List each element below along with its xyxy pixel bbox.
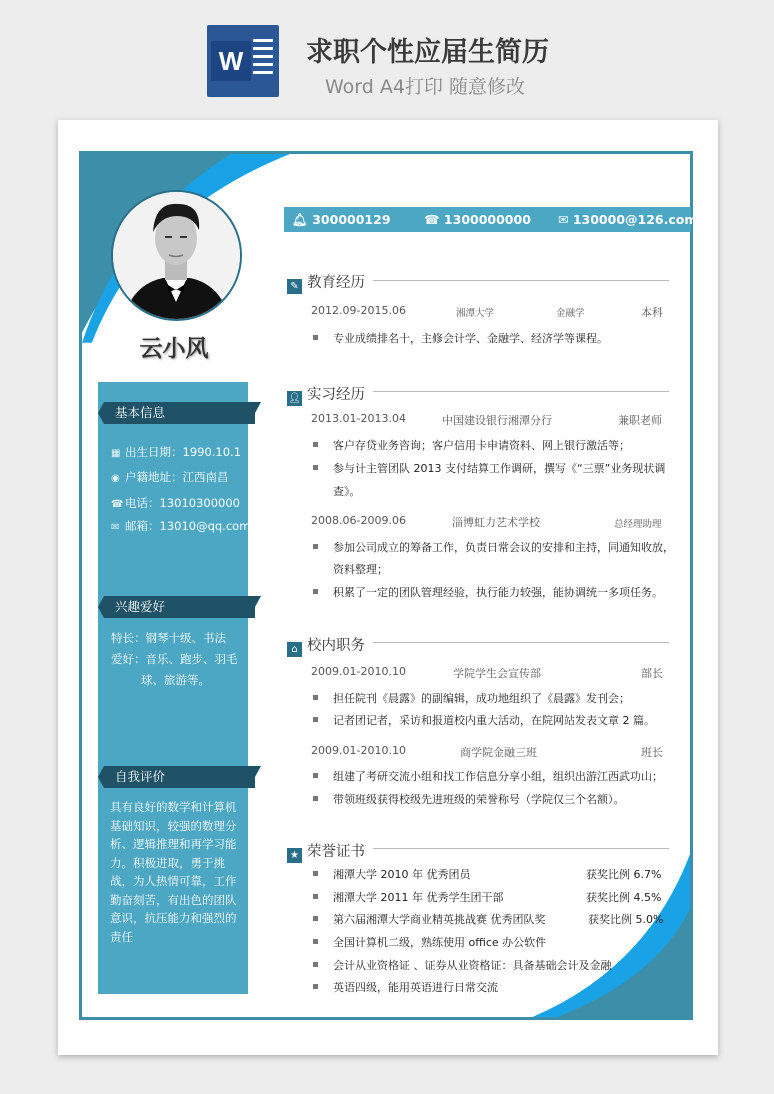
- post1-date: 2009.01-2010.10: [311, 665, 406, 678]
- bell-icon: 🔔︎: [292, 212, 313, 227]
- household-address: ◉ 户籍地址：江西南昌: [111, 470, 229, 484]
- post1-org: 学院学生会宣传部: [453, 667, 541, 680]
- list-item-cont: 资料整理；: [333, 563, 388, 576]
- list-item: 第六届湘潭大学商业精英挑战赛 优秀团队奖: [313, 911, 546, 927]
- house-icon: ⌂: [287, 642, 302, 657]
- email-address: ✉ 邮箱：13010@qq.com: [111, 519, 251, 533]
- hobby-likes-cont: 球、旅游等。: [141, 673, 210, 687]
- award-ratio: 获奖比例 6.7%: [586, 868, 662, 881]
- person-icon: 👤︎: [288, 393, 301, 404]
- qq-contact: 🔔︎ 300000129: [292, 212, 391, 227]
- award-ratio: 获奖比例 5.0%: [588, 913, 664, 926]
- list-item: 全国计算机二级，熟练使用 office 办公软件: [313, 934, 546, 950]
- post2-role: 班长: [641, 746, 663, 759]
- internship-heading: 👤︎ 实习经历: [288, 387, 365, 404]
- phone-icon: ☎: [424, 212, 444, 227]
- phone-contact: ☎ 1300000000: [424, 212, 531, 227]
- mail-icon: ✉: [558, 212, 573, 227]
- certificate-icon: ★: [287, 848, 302, 863]
- divider: [373, 280, 669, 281]
- list-item: 积累了一定的团队管理经验，执行能力较强，能协调统一多项任务。: [313, 584, 663, 600]
- document-lines-icon: [253, 39, 273, 79]
- leaf-icon: ✎: [287, 279, 302, 294]
- post2-org: 商学院金融三班: [460, 746, 537, 759]
- edu-date: 2012.09-2015.06: [311, 304, 406, 317]
- list-item: 参加公司成立的筹备工作，负责日常会议的安排和主持，同通知收放，: [313, 539, 674, 555]
- job1-org: 中国建设银行湘潭分行: [442, 414, 552, 427]
- divider: [373, 642, 669, 643]
- word-letter: W: [211, 41, 251, 81]
- self-evaluation-heading: 自我评价: [104, 766, 255, 788]
- location-pin-icon: ◉: [111, 473, 120, 484]
- education-heading: ✎ 教育经历: [287, 271, 365, 291]
- list-item: 英语四级，能用英语进行日常交流: [313, 979, 498, 995]
- phone-number: ☎ 电话：13010300000: [111, 496, 240, 510]
- mail-icon: ✉: [111, 522, 120, 533]
- list-item: 客户存贷业务咨询；客户信用卡申请资料、网上银行激活等；: [313, 437, 630, 453]
- avatar: [111, 190, 242, 321]
- job2-org: 淄博虹力艺术学校: [452, 516, 540, 529]
- page-title: 求职个性应届生简历: [306, 37, 549, 68]
- hobby-likes: 爱好：音乐、跑步、羽毛: [111, 652, 238, 666]
- award-ratio: 获奖比例 4.5%: [586, 891, 662, 904]
- list-item: 湘潭大学 2010 年 优秀团员: [313, 866, 470, 882]
- edu-school: 湘潭大学: [456, 308, 495, 319]
- list-item: 担任院刊《晨露》的副编辑，成功地组织了《晨露》发刊会；: [313, 690, 630, 706]
- self-evaluation-text: 具有良好的数学和计算机基础知识，较强的数理分析、逻辑推理和再学习能力。积极进取，勇于挑战，为人热情可靠，工作勤奋刻苦，有出色的团队意识，抗压能力和强烈的责任: [110, 800, 237, 944]
- basic-info-heading: 基本信息: [104, 402, 255, 424]
- portrait-image: [113, 192, 240, 319]
- list-item-cont: 查》。: [333, 485, 361, 498]
- job1-role: 兼职老师: [618, 414, 662, 427]
- calendar-icon: ▦: [111, 448, 121, 459]
- list-item: 湘潭大学 2011 年 优秀学生团干部: [313, 889, 503, 905]
- email-contact: ✉ 130000@126.com: [558, 212, 698, 227]
- job2-date: 2008.06-2009.06: [311, 514, 406, 527]
- job1-date: 2013.01-2013.04: [311, 412, 406, 425]
- page-subtitle: Word A4打印 随意修改: [325, 76, 526, 98]
- word-icon: [207, 25, 279, 97]
- list-item: 带领班级获得校级先进班级的荣誉称号（学院仅三个名额）。: [313, 791, 625, 807]
- phone-icon: ☎: [111, 499, 124, 510]
- list-item: 会计从业资格证 、证券从业资格证：具备基础会计及金融: [313, 957, 612, 973]
- hobbies-heading: 兴趣爱好: [104, 596, 255, 618]
- birth-date: ▦ 出生日期：1990.10.1: [111, 445, 242, 459]
- honors-heading: ★ 荣誉证书: [287, 840, 365, 860]
- list-item: 专业成绩排名十，主修会计学、金融学、经济学等课程。: [313, 330, 608, 346]
- list-item: 记者团记者，采访和报道校内重大活动，在院网站发表文章 2 篇。: [313, 712, 655, 728]
- edu-degree: 本科: [641, 306, 663, 319]
- edu-major: 金融学: [556, 308, 585, 319]
- job2-role: 总经理助理: [614, 519, 662, 530]
- post1-role: 部长: [641, 667, 663, 680]
- list-item: 组建了考研交流小组和找工作信息分享小组，组织出游江西武功山；: [313, 768, 663, 784]
- list-item: 参与计主管团队 2013 支付结算工作调研，撰写《“三票”业务现状调: [313, 460, 665, 476]
- divider: [373, 391, 669, 392]
- hobby-specialty: 特长：钢琴十级、书法: [111, 631, 226, 645]
- candidate-name: 云小风: [139, 336, 209, 362]
- divider: [373, 848, 669, 849]
- post2-date: 2009.01-2010.10: [311, 744, 406, 757]
- contact-bar: [284, 207, 698, 232]
- campus-heading: ⌂ 校内职务: [287, 634, 365, 654]
